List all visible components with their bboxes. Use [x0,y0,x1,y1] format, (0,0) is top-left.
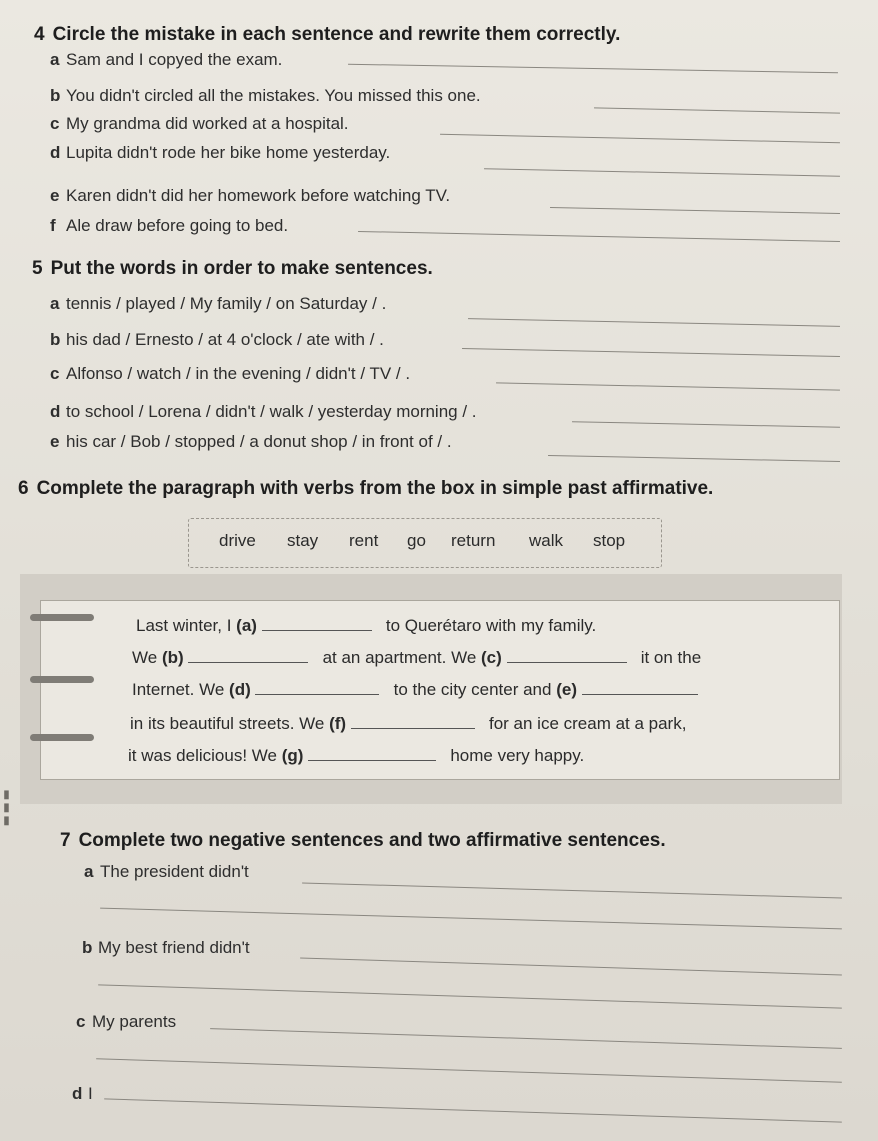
answer-line[interactable] [548,455,840,462]
exercise-5-heading [32,258,433,280]
word-option: rent [349,531,379,550]
exercise-number: 6 [18,478,29,499]
blank-b[interactable] [188,648,308,663]
ex4-item-b: b You didn't circled all the mistakes. You missed this one. [50,86,481,105]
exercise-4-heading [34,24,620,46]
answer-line[interactable] [210,1028,842,1049]
answer-line[interactable] [572,421,840,428]
ex5-item-a: a tennis / played / My family / on Saturday / . [50,294,387,313]
answer-line[interactable] [348,64,838,74]
binder-tab [30,676,94,683]
blank-f[interactable] [351,714,475,729]
ex4-item-a: a Sam and I copyed the exam. [50,50,283,69]
answer-line[interactable] [98,984,842,1008]
paragraph-line-2: We (b) at an apartment. We (c) it on the [132,648,702,667]
exercise-number: 5 [32,258,43,279]
ex4-item-d: d Lupita didn't rode her bike home yesterday. [50,143,391,162]
answer-line[interactable] [358,231,840,242]
answer-line[interactable] [104,1098,842,1122]
paragraph-line-4: in its beautiful streets. We (f) for an ice cream at a park, [130,714,687,733]
exercise-instruction: Complete two negative sentences and two affirmative sentences. [78,830,666,851]
paragraph-line-1: Last winter, I (a) to Querétaro with my family. [136,616,597,635]
exercise-number: 4 [34,24,45,45]
exercise-instruction: Complete the paragraph with verbs from the box in simple past affirmative. [36,478,714,499]
ex5-item-b: b his dad / Ernesto / at 4 o'clock / ate with / . [50,330,384,349]
blank-c[interactable] [507,648,627,663]
answer-line[interactable] [594,107,840,113]
blank-a[interactable] [262,616,372,631]
word-option: stop [593,531,626,550]
answer-line[interactable] [550,207,840,214]
answer-line[interactable] [440,134,840,143]
ex5-item-c: c Alfonso / watch / in the evening / didn't / TV / . [50,364,411,383]
answer-line[interactable] [484,168,840,176]
blank-g[interactable] [308,746,436,761]
word-option: return [451,531,496,550]
exercise-instruction: Circle the mistake in each sentence and rewrite them correctly. [52,24,621,45]
paragraph-line-5: it was delicious! We (g) home very happy. [128,746,585,765]
binder-tab [30,614,94,621]
ex4-item-f: f Ale draw before going to bed. [50,216,289,235]
word-option: walk [529,531,564,550]
answer-line[interactable] [462,348,840,357]
blank-e[interactable] [582,680,698,695]
paragraph-line-3: Internet. We (d) to the city center and (e) [132,680,698,700]
ex7-item-a: a The president didn't [84,862,249,881]
ex7-item-c: c My parents [76,1012,177,1031]
exercise-instruction: Put the words in order to make sentences. [50,258,433,279]
ex5-item-e: e his car / Bob / stopped / a donut shop / in front of / . [50,432,452,451]
exercise-6-heading [18,478,713,500]
answer-line[interactable] [496,382,840,390]
answer-line[interactable] [302,882,842,898]
word-option: go [407,531,426,550]
ex4-item-e: e Karen didn't did her homework before watching TV. [50,186,451,205]
exercise-7-heading [60,830,666,852]
word-option: stay [287,531,319,550]
exercise-number: 7 [60,830,71,851]
binder-tab [30,734,94,741]
ex5-item-d: d to school / Lorena / didn't / walk / yesterday morning / . [50,402,477,421]
blank-d[interactable] [255,680,379,695]
ex7-item-d: d I [72,1084,93,1103]
answer-line[interactable] [300,957,842,975]
answer-line[interactable] [96,1058,842,1082]
ex4-item-c: c My grandma did worked at a hospital. [50,114,349,133]
word-box [188,518,662,568]
answer-line[interactable] [100,908,842,930]
answer-line[interactable] [468,318,840,327]
ex7-item-b: b My best friend didn't [82,938,250,957]
word-option: drive [219,531,256,550]
page-edge-mark: ▮▮▮ [1,789,13,828]
